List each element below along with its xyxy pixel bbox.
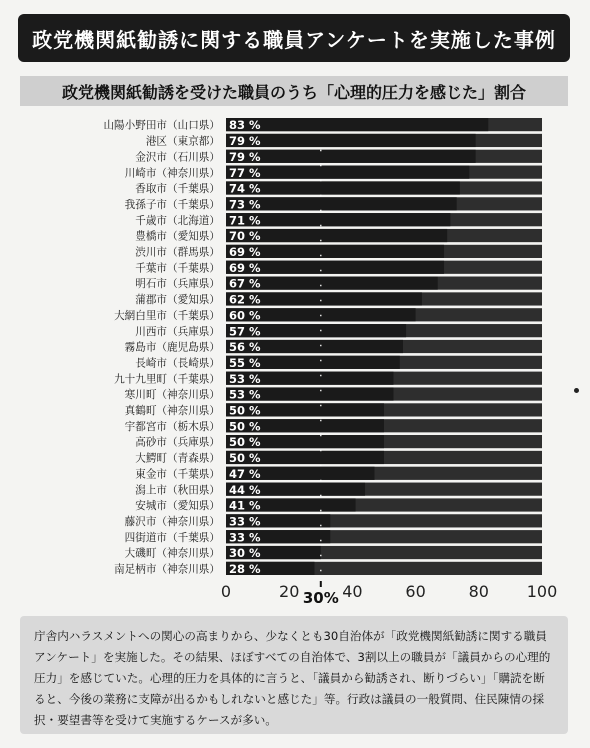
category-label: 渋川市（群馬県）	[135, 246, 220, 259]
value-label: 50 %	[229, 419, 261, 434]
category-label: 宇都宮市（栃木県）	[124, 420, 220, 433]
value-label: 62 %	[229, 292, 261, 307]
value-label: 74 %	[229, 181, 261, 196]
value-label: 57 %	[229, 324, 261, 339]
x-tick-label: 100	[526, 582, 558, 601]
category-label: 寒川町（神奈川県）	[124, 389, 220, 402]
category-label: 香取市（千葉県）	[135, 183, 220, 196]
category-label: 豊橋市（愛知県）	[135, 230, 220, 243]
category-label: 安城市（愛知県）	[135, 500, 220, 513]
category-label: 大鰐町（青森県）	[135, 452, 220, 465]
category-label: 南足柄市（神奈川県）	[114, 563, 220, 576]
category-label: 港区（東京都）	[145, 135, 220, 148]
value-label: 53 %	[229, 387, 261, 402]
category-label: 九十九里町（千葉県）	[114, 373, 220, 386]
value-label: 70 %	[229, 229, 261, 244]
bar	[226, 197, 457, 210]
value-label: 33 %	[229, 530, 261, 545]
bar	[226, 166, 469, 179]
value-label: 44 %	[229, 482, 261, 497]
caption-text: 庁舎内ハラスメントへの関心の高まりから、少なくとも30自治体が「政党機関紙勧誘に関する職員アンケート」を実施した。その結果、ほぼすべての自治体で、3割以上の職員が「議員からの心理的圧力」を感じていた。心理的圧力を具体的に言うと、「議員から勧誘され、断りづらい」「購読を断ると、今後の業務に支障が出るかもしれないと感じた」等。行政は議員の一般質問、住民陳情の採択・要望書等を受けて実施するケースが多い。	[34, 629, 551, 727]
category-label: 霧島市（鹿児島県）	[124, 341, 220, 354]
category-label: 藤沢市（神奈川県）	[124, 515, 220, 528]
category-label: 川崎市（神奈川県）	[124, 167, 220, 180]
x-tick-label: 60	[405, 582, 426, 601]
caption-box	[20, 616, 568, 734]
category-label: 金沢市（石川県）	[135, 151, 220, 164]
category-label: 千葉市（千葉県）	[135, 262, 220, 275]
value-label: 50 %	[229, 451, 261, 466]
category-label: 真鶴町（神奈川県）	[124, 405, 220, 417]
value-label: 30 %	[229, 546, 261, 561]
category-label: 潟上市（秋田県）	[135, 484, 220, 497]
value-label: 73 %	[229, 197, 261, 212]
category-label: 千歳市（北海道）	[135, 214, 220, 227]
print-speck	[574, 388, 579, 393]
value-label: 83 %	[229, 118, 261, 133]
category-label: 山陽小野田市（山口県）	[103, 119, 220, 132]
value-label: 67 %	[229, 276, 261, 291]
value-label: 69 %	[229, 260, 261, 275]
category-label: 大磯町（神奈川県）	[124, 547, 220, 560]
value-label: 56 %	[229, 340, 261, 355]
category-label: 大網白里市（千葉県）	[114, 309, 220, 322]
value-label: 55 %	[229, 355, 261, 370]
value-label: 69 %	[229, 245, 261, 259]
page-title: 政党機関紙勧誘に関する職員アンケートを実施した事例	[18, 14, 570, 62]
value-label: 60 %	[229, 308, 261, 323]
category-label: 四街道市（千葉県）	[124, 531, 220, 544]
value-label: 47 %	[229, 466, 261, 481]
value-label: 50 %	[229, 403, 261, 418]
x-tick-label: 80	[468, 582, 489, 601]
category-label: 蒲郡市（愛知県）	[135, 294, 220, 307]
value-label: 77 %	[229, 165, 261, 180]
bar	[226, 150, 476, 163]
value-label: 33 %	[229, 514, 261, 529]
x-tick-label: 20	[279, 582, 300, 601]
category-label: 川西市（兵庫県）	[135, 325, 220, 338]
x-tick-label: 0	[220, 582, 232, 601]
category-label: 高砂市（兵庫県）	[135, 436, 220, 449]
value-label: 79 %	[229, 149, 261, 164]
bar	[226, 118, 488, 131]
reference-label: 30%	[302, 589, 339, 607]
category-label: 長崎市（長崎県）	[135, 357, 220, 370]
value-label: 50 %	[229, 435, 261, 450]
category-label: 明石市（兵庫県）	[135, 278, 220, 291]
x-tick-label: 40	[342, 582, 363, 601]
value-label: 41 %	[229, 498, 261, 513]
category-label: 我孫子市（千葉県）	[124, 198, 220, 211]
category-label: 東金市（千葉県）	[135, 468, 220, 481]
bar	[226, 181, 460, 194]
value-label: 79 %	[229, 134, 261, 149]
bar	[226, 134, 476, 147]
chart-title: 政党機関紙勧誘を受けた職員のうち「心理的圧力を感じた」割合	[20, 76, 568, 106]
value-label: 71 %	[229, 213, 261, 228]
value-label: 53 %	[229, 371, 261, 386]
value-label: 28 %	[229, 562, 261, 576]
